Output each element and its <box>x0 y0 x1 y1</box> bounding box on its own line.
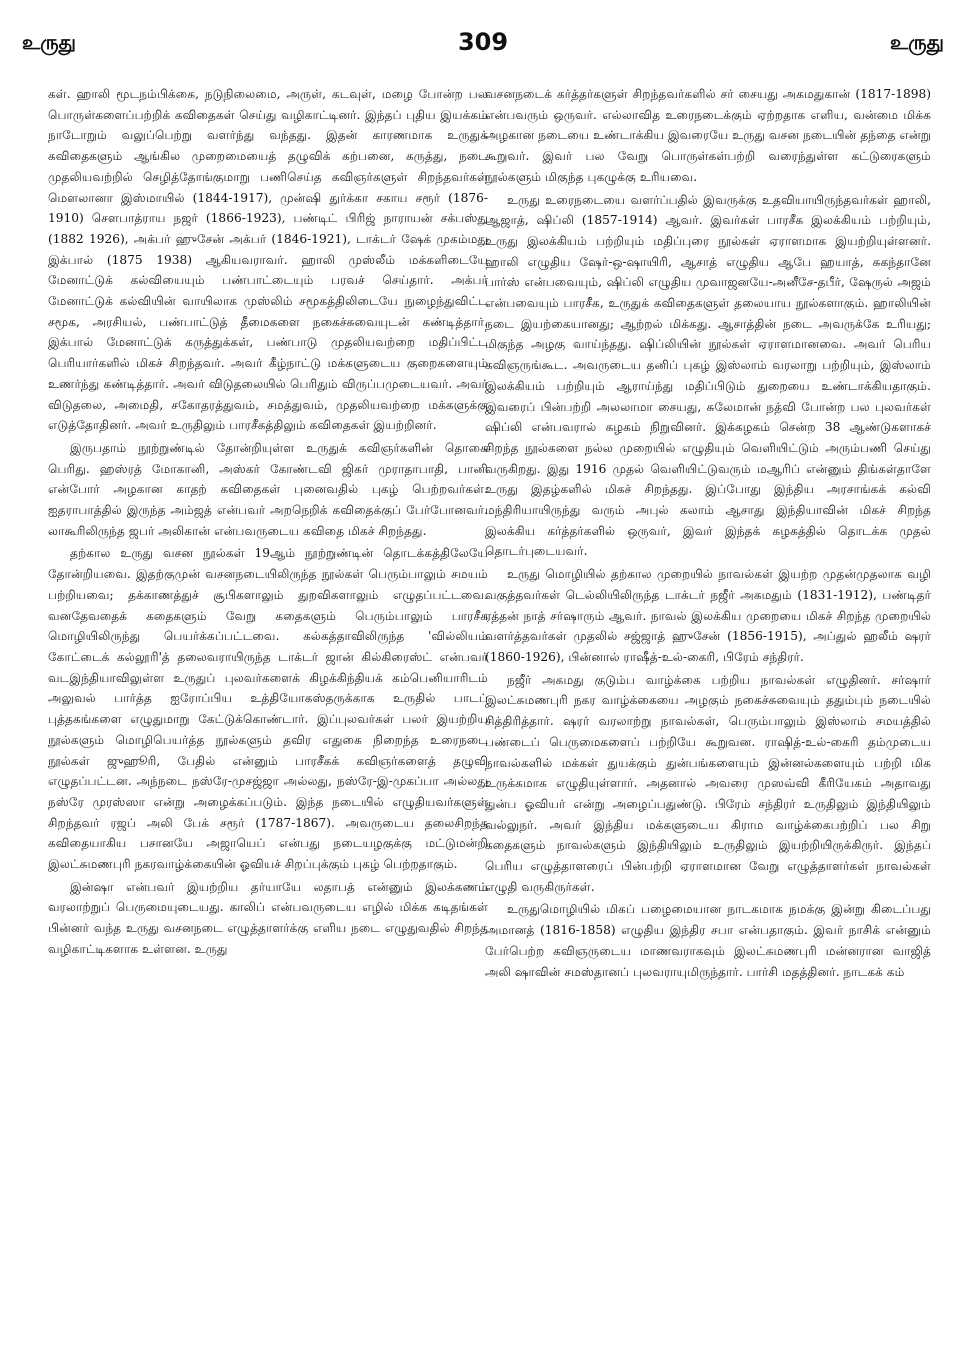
right-column <box>485 84 931 1354</box>
paragraph: இன்ஷா என்பவர் இயற்றிய தர்யாயே லதாபத் என்னும் இலக்கணம் வரலாற்றுப் பெருமையுடையது. காலிப் என்பவருடைய எழில் மிக்க கடிதங்கள் பின்னர் வந்த உருது வசனநடை எழுத்தாளர்க்கு எளிய நடை எழுதுவதில் சிறந்த வழிகாட்டிகளாக உள்ளன. உருது <box>48 879 488 956</box>
paragraph: இருபதாம் நூற்றுண்டில் தோன்றியுள்ள உருதுக் கவிஞர்களின் தொகை பெரிது. ஹஸ்ரத் மோகானி, அஸ்கர் கோண்டவி ஜிகர் முராதாபாதி, பானி என்போர் அழகான காதற் கவிதைகள் புனைவதில் புகழ் பெற்றவர்கள். ஐதராபாத்தில் இருந்த அம்ஜத் என்பவர் அறநெறிக் கவிதைக்குப் பேர்போனவர். லாகூரிலிருந்த ஜபர் அலிகான் என்பவருடைய கவிதை மிகச் சிறந்தது. <box>48 440 488 538</box>
page-header <box>0 0 966 70</box>
paragraph: உருதுமொழியில் மிகப் பழைமையான நாடகமாக நமக்கு இன்று கிடைப்பது அமானத் (1816-1858) எழுதிய இந்திர சபா என்பதாகும். இவர் நாசிக் என்னும் பேர்பெற்ற கவிஞருடைய மாணவராகவும் இலட்சுமணபுரி மன்னரான வாஜித் அலி ஷாவின் சமஸ்தானப் புலவராயுமிருந்தார். பார்சி மதத்தினர். நாடகக் கம் <box>485 902 931 979</box>
paragraph: கள். ஹாலி மூடநம்பிக்கை, நடுநிலைமை, அருள், கடவுள், மழை போன்ற பல பொருள்களைப்பற்றிக் கவிதைகள் செய்து வழிகாட்டினர். இந்தப் புதிய இயக்கம் நாடோறும் வலுப்பெற்று வளர்ந்து வந்தது. இதன் காரணமாக உருதுக் கவிதைகளும் ஆங்கில முறைமையைத் தழுவிக் கற்பனை, கருத்து, நடை முதலியவற்றில் செழித்தோங்குமாறு பணிசெய்த கவிஞர்களுள் சிறந்தவர்கள் மௌலானா இஸ்மாயில் (1844-1917), முன்ஷி துர்க்கா சகாய சரூர் (1876-1910) சௌபாத்ராய நஜர் (1866-1923), பண்டிட் பிரிஜ் நாராயன் சக்பஸ்து (1882 1926), அக்பர் ஹுசேன் அக்பர் (1846-1921), டாக்டர் ஷேக் முகம்மது இக்பால் (1875 1938) ஆகியவராவர். ஹாலி முஸ்லீம் மக்களிடையே மேனாட்டுக் கல்வியையும் பண்பாட்டையும் பரவச் செய்தார். அக்பர் மேனாட்டுக் கல்வியின் வாயிலாக முஸ்லிம் சமூகத்திலிடையே நுழைந்துவிட்ட சமூக, அரசியல், பண்பாட்டுத் தீமைகளை நகைச்சுவையுடன் கண்டித்தார். இக்பால் மேனாட்டுக் கருத்துக்கள், பண்பாடு முதலியவற்றை மதிப்பிட்ட பெரியார்களில் மிகச் சிறந்தவர். அவர் கீழ்நாட்டு மக்களுடைய குறைகளையும் உணர்ந்து கண்டித்தார். அவர் விடுதலையில் பெரிதும் விருப்பமுடையவர். அவர் விடுதலை, அமைதி, சகோதரத்துவம், சமத்துவம், முதலியவற்றை மக்களுக்கு எடுத்தோதினர். அவர் உருதிலும் பாரசீகத்திலும் கவிதைகள் இயற்றினர். <box>48 87 488 433</box>
running-head-left: உருது <box>22 30 77 54</box>
paragraph: வசனநடைக் கர்த்தர்களுள் சிறந்தவர்களில் சர் சையது அகமதுகான் (1817-1898) என்பவரும் ஒருவர். எல்லாவித உரைநடைக்கும் ஏற்றதாக எளிய, வன்மை மிக்க அழகான நடையை உண்டாக்கிய இவரையே உருது வசன நடையின் தந்தை என்று கூறுவர். இவர் பல வேறு பொருள்கள்பற்றி வரைந்துள்ள கட்டுரைகளும் நூல்களும் மிகுந்த புகழுக்கு உரியவை. <box>485 87 931 184</box>
paragraph: தற்கால உருது வசன நூல்கள் 19ஆம் நூற்றுண்டின் தொடக்கத்திலேயே தோன்றியவை. இதற்குமுன் வசனநடையிலிருந்த நூல்கள் பெரும்பாலும் சமயம் பற்றியவை; தக்காணத்துச் சூபிகளாலும் துறவிகளாலும் எழுதப்பட்டவை. வனதேவதைக் கதைகளும் வேறு கதைகளும் பெரும்பாலும் பாரசீக மொழியிலிருந்து பெயர்க்கப்பட்டவை. கல்கத்தாவிலிருந்த 'வில்லியம் கோட்டைக் கல்லூரி'த் தலைவராயிருந்த டாக்டர் ஜான் கில்கிரைஸ்ட் என்பவர் வடஇந்தியாவிலுள்ள உருதுப் புலவர்களைக் கிழக்கிந்தியக் கம்பெனியாரிடம் அலுவல் பார்த்த ஐரோப்பிய உத்தியோகஸ்தருக்காக உருதில் பாடப் புத்தகங்களை எழுதுமாறு கேட்டுக்கொண்டார். இப்புலவர்கள் பலர் இயற்றிய நூல்களும் மொழிபெயர்த்த நூல்களும் தவிர எதுகை நிறைந்த உரைநடை நூல்கள் ஜுஹூரி, பேதில் என்னும் பாரசீகக் கவிஞர்களைத் தழுவி எழுதப்பட்டன. அந்நடை நஸ்ரே-முசஜ்ஜா அல்லது, நஸ்ரே-இ-முகப்பா அல்லது நஸ்ரே முரஸ்ஸா என்று அழைக்கப்படும். இந்த நடையில் எழுதியவர்களுள் சிறந்தவர் ரஜப் அலி பேக் சரூர் (1787-1867). அவருடைய தலைசிறந்த கவிதையாகிய பசானயே அஜாயெப் என்பது நடையழகுக்கு மட்டுமன்றி இலட்சுமணபுரி நகரவாழ்க்கையின் ஓவியச் சிறப்புக்கும் புகழ் பெற்றதாகும். <box>48 546 488 872</box>
page-number: 309 <box>457 28 509 56</box>
running-head-right: உருது <box>889 30 944 54</box>
left-column <box>48 84 488 1354</box>
paragraph: நஜீர் அகமது குடும்ப வாழ்க்கை பற்றிய நாவல்கள் எழுதினர். சர்ஷார் இலட்சுமணபுரி நகர வாழ்க்கையை அழகும் நகைச்சுவையும் ததும்பும் நடையில் சித்திரித்தார். ஷரர் வரலாற்று நாவல்கள், பெரும்பாலும் இஸ்லாம் சமயத்தில் பண்டைப் பெருமைகளைப் பற்றியே கூறுவன. ராஷித்-உல்-கைரி தம்முடைய நாவல்களில் மக்கள் துயக்கும் துன்பங்களையும் இன்னல்களையும் பற்றி மிக உருக்கமாக எழுதியுள்ளார். அதனால் அவரை முஸவ்வி கீரியேகம் அதாவது துன்ப ஓவியர் என்று அழைப்பதுண்டு. பிரேம் சந்திரர் உருதிலும் இந்தியிலும் வல்லுநர். அவர் இந்திய மக்களுடைய கிராம வாழ்க்கைபற்றிப் பல சிறு கதைகளும் நாவல்களும் இந்தியிலும் உருதிலும் இயற்றியிருக்கிருர். இந்தப் பெரிய எழுத்தாளரைப் பின்பற்றி ஏராளமான வேறு எழுத்தாளர்கள் நாவல்கள் எழுதி வருகிருர்கள். <box>485 672 931 894</box>
paragraph: உருது உரைநடையை வளர்ப்பதில் இவருக்கு உதவியாயிருந்தவர்கள் ஹாலி, ஆஜாத், ஷிப்லி (1857-1914) ஆவர். இவர்கள் பாரசீக இலக்கியம் பற்றியும், உருது இலக்கியம் பற்றியும் மதிப்புரை நூல்கள் ஏராளமாக இயற்றியுள்ளனர். ஹாலி எழுதிய ஷேர்-ஒ-ஷாயிரி, ஆசாத் எழுதிய ஆபே ஹயாத், சுகந்தானே பார்ஸ் என்பவையும், ஷிப்லி எழுதிய முவாஜனயே-அனீசே-தபீர், ஷேருல் அஜம் என்பவையும் பாரசீக, உருதுக் கவிதைகளுள் தலையாய நூல்களாகும். ஹாலியின் நடை இயற்கையானது; ஆற்றல் மிக்கது. ஆசாத்தின் நடை அவருக்கே உரியது; மிகுந்த அழகு வாய்ந்தது. ஷிப்லியின் நூல்கள் ஏராளமானவை. அவர் பெரிய கவிஞருங்கூட. அவருடைய தனிப் புகழ் இஸ்லாம் வரலாறு பற்றியும், இஸ்லாம் இலக்கியம் பற்றியும் ஆராய்ந்து மதிப்பிடும் துறையை உண்டாக்கியதாகும். இவரைப் பின்பற்றி அலலாமா சையது, சுலேமான் நத்வி போன்ற பல புலவர்கள் ஷிப்லி என்பவரால் கழகம் நிறுவினர். இக்கழகம் சென்ற 38 ஆண்டுகளாகச் சிறந்த நூல்களை நல்ல முறையில் எழுதியும் வெளியிட்டும் அரும்பணி செய்து வருகிறது. இது 1916 முதல் வெளியிட்டுவரும் மஆரிப் என்னும் திங்கள்தாளே உருது இதழ்களில் மிகச் சிறந்தது. இப்போது இந்திய அரசாங்கக் கல்வி மந்திரியாயிருந்து வரும் அபுல் கலாம் ஆசாது இந்தியாவின் மிகச் சிறந்த இலக்கிய கர்த்தர்களில் ஒருவர், இவர் இந்தக் கழகத்தில் தொடக்க முதல் தொடர்புடையவர். <box>485 192 931 559</box>
paragraph: உருது மொழியில் தற்கால முறையில் நாவல்கள் இயற்ற முதன்முதலாக வழி வகுத்தவர்கள் டெல்லியிலிருந்த டாக்டர் நஜீர் அகமதும் (1831-1912), பண்டிதர் ரத்தன் நாத் சர்ஷாரும் ஆவர். நாவல் இலக்கிய முறையை மிகச் சிறந்த முறையில் வளர்த்தவர்கள் முதலில் சஜ்ஜாத் ஹுசேன் (1856-1915), அப்துல் ஹலீம் ஷரர் (1860-1926), பின்னால் ராஷீத்-உல்-கைரி, பிரேம் சந்திரர். <box>485 567 931 664</box>
